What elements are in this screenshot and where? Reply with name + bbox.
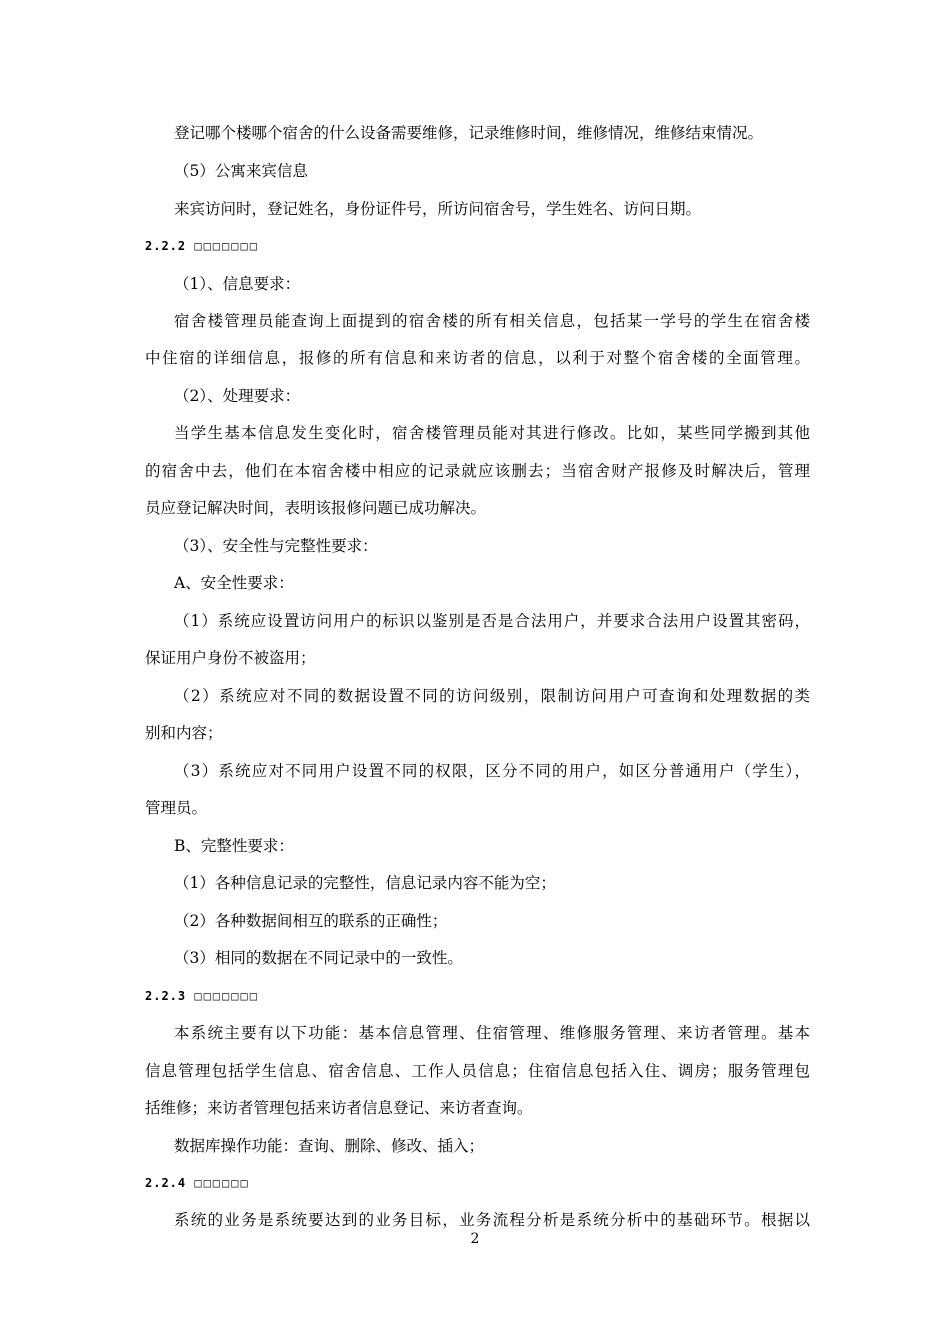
paragraph-line: 系统的业务是系统要达到的业务目标，业务流程分析是系统分析中的基础环节。根据以: [174, 1211, 810, 1229]
heading-text: □□□□□□□: [194, 239, 259, 253]
heading-number: 2.2.3: [145, 989, 187, 1003]
paragraph-line: （5）公寓来宾信息: [174, 162, 308, 180]
paragraph-line: 信息管理包括学生信息、宿舍信息、工作人员信息；住宿信息包括入住、调房；服务管理包: [145, 1062, 810, 1080]
paragraph-line: 本系统主要有以下功能：基本信息管理、住宿管理、维修服务管理、来访者管理。基本: [174, 1024, 810, 1042]
paragraph-line: 登记哪个楼哪个宿舍的什么设备需要维修，记录维修时间，维修情况，维修结束情况。: [174, 124, 764, 142]
page-number: 2: [470, 1231, 480, 1247]
paragraph-line: 当学生基本信息发生变化时，宿舍楼管理员能对其进行修改。比如，某些同学搬到其他: [174, 424, 810, 442]
paragraph-line: （1）、信息要求：: [174, 275, 301, 293]
paragraph-line: 的宿舍中去，他们在本宿舍楼中相应的记录就应该删去；当宿舍财产报修及时解决后，管理: [145, 462, 810, 480]
heading-text: □□□□□□□: [194, 989, 259, 1003]
section-heading-2-2-2: [145, 235, 810, 257]
paragraph-line: 员应登记解决时间，表明该报修问题已成功解决。: [145, 499, 487, 517]
paragraph-line: 别和内容；: [145, 724, 223, 742]
paragraph-line: A、安全性要求：: [174, 574, 294, 592]
heading-text: □□□□□□: [194, 1176, 250, 1190]
paragraph-line: 保证用户身份不被盗用；: [145, 649, 316, 667]
paragraph-line: （1）系统应设置访问用户的标识以鉴别是否是合法用户，并要求合法用户设置其密码，: [174, 612, 810, 630]
paragraph-line: B、完整性要求：: [174, 837, 294, 855]
paragraph-line: （1）各种信息记录的完整性，信息记录内容不能为空；: [174, 874, 556, 892]
paragraph-line: （2）系统应对不同的数据设置不同的访问级别，限制访问用户可查询和处理数据的类: [174, 687, 810, 705]
paragraph-line: 括维修；来访者管理包括来访者信息登记、来访者查询。: [145, 1099, 533, 1117]
paragraph-line: （3）系统应对不同用户设置不同的权限，区分不同的用户，如区分普通用户（学生），: [174, 762, 810, 780]
paragraph-line: （3）相同的数据在不同记录中的一致性。: [174, 949, 463, 967]
paragraph-line: 数据库操作功能：查询、删除、修改、插入；: [174, 1137, 485, 1155]
paragraph-line: 宿舍楼管理员能查询上面提到的宿舍楼的所有相关信息，包括某一学号的学生在宿舍楼: [174, 312, 810, 330]
paragraph-line: （2）各种数据间相互的联系的正确性；: [174, 912, 448, 930]
heading-number: 2.2.2: [145, 239, 187, 253]
section-heading-2-2-3: [145, 985, 810, 1007]
paragraph-line: （2）、处理要求：: [174, 387, 301, 405]
paragraph-line: （3）、安全性与完整性要求：: [174, 537, 378, 555]
paragraph-line: 来宾访问时，登记姓名，身份证件号，所访问宿舍号，学生姓名、访问日期。: [174, 200, 702, 218]
heading-number: 2.2.4: [145, 1176, 187, 1190]
paragraph-line: 中住宿的详细信息，报修的所有信息和来访者的信息，以利于对整个宿舍楼的全面管理。: [145, 349, 810, 367]
paragraph-line: 管理员。: [145, 799, 208, 817]
section-heading-2-2-4: [145, 1172, 810, 1194]
